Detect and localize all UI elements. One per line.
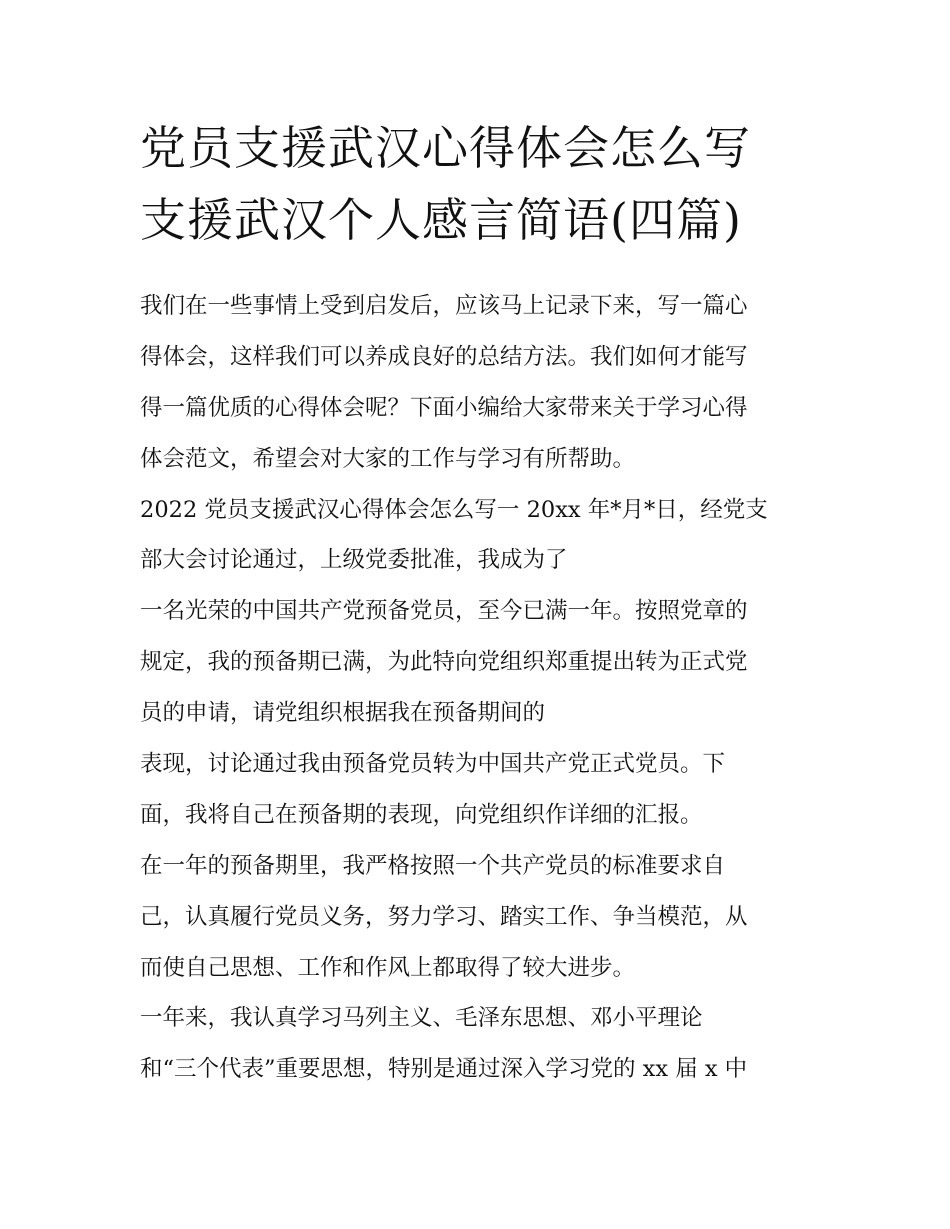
body-line: 得一篇优质的心得体会呢？下面小编给大家带来关于学习心得 xyxy=(140,394,748,421)
document-title xyxy=(140,112,840,256)
body-line: 员的申请，请党组织根据我在预备期间的 xyxy=(140,700,546,727)
body-line: 面，我将自己在预备期的表现，向党组织作详细的汇报。 xyxy=(140,801,703,828)
body-line: 体会范文，希望会对大家的工作与学习有所帮助。 xyxy=(140,445,636,472)
title-line: 支援武汉个人感言简语(四篇) xyxy=(140,193,742,247)
body-line: 在一年的预备期里，我严格按照一个共产党员的标准要求自 xyxy=(140,852,726,879)
body-line: 部大会讨论通过，上级党委批准，我成为了 xyxy=(140,547,568,574)
body-line: 和“三个代表”重要思想，特别是通过深入学习党的 xx 届 x 中 xyxy=(140,1056,748,1083)
document-body xyxy=(140,281,840,1095)
title-line: 党员支援武汉心得体会怎么写 xyxy=(140,121,751,175)
body-line: 己，认真履行党员义务，努力学习、踏实工作、争当模范，从 xyxy=(140,903,748,930)
body-line: 2022 党员支援武汉心得体会怎么写一 20xx 年*月*日，经党支 xyxy=(140,496,768,523)
body-line: 而使自己思想、工作和作风上都取得了较大进步。 xyxy=(140,954,636,981)
body-line: 得体会，这样我们可以养成良好的总结方法。我们如何才能写 xyxy=(140,343,748,370)
body-line: 一年来，我认真学习马列主义、毛泽东思想、邓小平理论 xyxy=(140,1005,703,1032)
body-line: 规定，我的预备期已满，为此特向党组织郑重提出转为正式党 xyxy=(140,649,748,676)
body-line: 一名光荣的中国共产党预备党员，至今已满一年。按照党章的 xyxy=(140,598,748,625)
body-line: 表现，讨论通过我由预备党员转为中国共产党正式党员。下 xyxy=(140,751,726,778)
body-line: 我们在一些事情上受到启发后，应该马上记录下来，写一篇心 xyxy=(140,293,748,319)
